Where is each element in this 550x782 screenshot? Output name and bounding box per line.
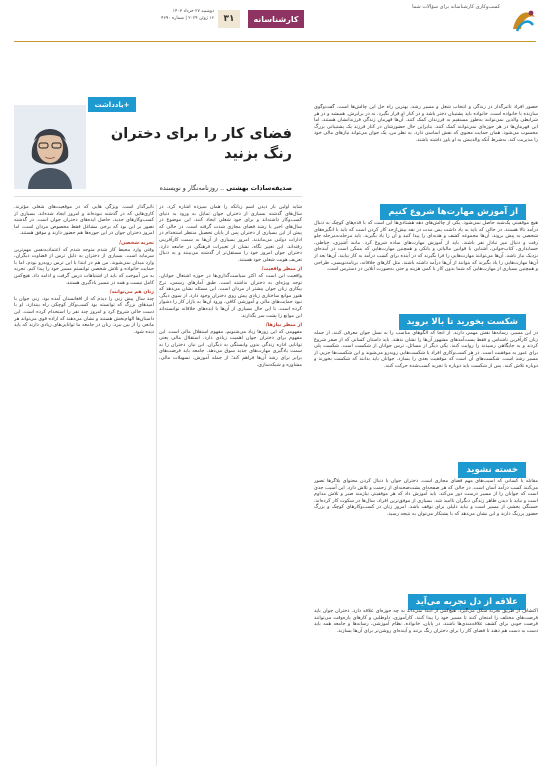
article-tag: +یادداشت (88, 97, 136, 112)
byline-rule (14, 196, 302, 197)
paragraph: چند سال پیش زنی را دیدم که از افغانستان آمده بود. زنی جوان با امیدهای بزرگ که توانسته بود کسب‌وکار کوچکی راه بیندازد. او با دست خالی شروع کرد و امروز چند نفر را استخدام کرده است. این داستان‌ها الهام‌بخش هستند و نشان می‌دهند که اراده قوی می‌تواند هر مانعی را از بین ببرد. زنان در جامعه ما توانایی‌های زیادی دارند که باید دیده شود. (14, 295, 154, 335)
paragraph: تأثیرگذار است. ویژگی هایی که در موقعیت‌های شغلی مؤثرند. کاری‌هایی که در گذشته نبوده‌اند و امروز ایجاد شده‌اند. بسیاری از کسب‌وکارهای جدید، حاصل ایده‌های دختران جوان است. در گذشته تصور بر این بود که برخی مشاغل فقط مخصوص مردان است، اما امروز دختران جوان در این حوزه‌ها هم حضور دارند و موفق هستند. (14, 204, 154, 237)
byline-separator: .. (218, 184, 225, 192)
byline (96, 184, 292, 192)
section-badge: کارشناسانه (248, 10, 304, 28)
paragraph: وقتی وارد محیط کار شدم متوجه شدم که اعتمادبه‌نفس مهم‌ترین سرمایه است. بسیاری از دختران به دلیل ترس از قضاوت دیگران، وارد میدان نمی‌شوند. من هم در ابتدا با این ترس روبه‌رو بودم، اما با حمایت خانواده و تلاش شخصی توانستم مسیر خود را پیدا کنم. تجربه به من آموخت که باید از اشتباهات درس گرفت و ادامه داد. هیچ‌کس کامل نیست و همه در مسیر یادگیری هستند. (14, 246, 154, 286)
subheading-text: تجربه شخصی/ (119, 239, 154, 246)
section-heading: شکست بخورید تا بالا بروید (399, 314, 526, 330)
issue-meta (140, 8, 214, 22)
paragraph: واقعیت این است که اکثر سیاست‌گذاری‌ها در حوزه اشتغال جوانان، توجه ویژه‌ای به دختران نداشته است. طبق آمارهای رسمی، نرخ بیکاری زنان جوان بیشتر از مردان است. این مسئله نشان می‌دهد که هنوز موانع ساختاری زیادی پیش روی دختران وجود دارد. از سوی دیگر، نبود حمایت‌های مالی و آموزشی کافی، ورود آن‌ها به بازار کار را دشوار کرده است. با این حال بسیاری از آن‌ها با ایده‌های خلاقانه توانسته‌اند این موانع را پشت سر بگذارند. (159, 272, 302, 319)
paragraph: حضور افراد تأثیرگذار در زندگی و انتخاب شغل و مسیر رشد، بهترین راه حل این چالش‌ها است. گفت‌وگوی سازنده با خانواده است. خانواده باید پشتیبان دختر باشد و در کنار او قرار بگیرد. نه در برابرش. همیشه و در هر شرایطی والدین نمی‌توانند به‌طور مستقیم به فرزندان کمک کنند. آن‌ها قهرمان زندگی فرزندانشان هستند، اما این قهرمان‌ها در هر حوزه‌ای نمی‌توانند کمک کنند. بنابراین حال حضورشان در کنار فرزند یک پشتیبانی بزرگ محسوب می‌شود. همان حمایت معنوی که نقش اساسی دارد. به نظر من، یک جوان می‌تواند نیازهای مالی خود را مدیریت کند. به‌شرط آنکه والدینش به او باور داشته باشند. (314, 104, 538, 143)
issue-date: دوشنبه ۲۷ خرداد ۱۴۰۳ (172, 9, 214, 14)
paragraph: هیچ موفقیتی یک‌شبه حاصل نمی‌شود. یکی از چالش‌های دهه هشتادی‌ها این است که با قدم‌های کوچک به دنبال درآمد بالا هستند. در حالی که باید به یاد داشت پس مدت در نقه بیش‌ازحد کار کردن است که باید با انگیزه‌های شخصی به پیش بروند. آن‌ها مجموعه کشف و هدیه‌ای را پیدا کنید و آن را یاد بگیرید. باید مرحله‌به‌مرحله جلو رفت و دنبال میز تبادل نفر باشند. باید از آموزش مهارت‌های ساده شروع کرد. مانند آشپزی، خیاطی، حسابداری، کتاب‌خوانی، آشنایی با قوانین مالیاتی و بانکی و همچنین مهارت‌هایی که ممکن است در آینده‌ای نزدیک نیاز باشد. آن‌ها می‌توانند مهارت‌هایی را فرا بگیرند که در آینده برای کسب درآمد به کار بیایند. آن‌ها بعد از آن‌ها مهارت‌هایی را یاد بگیرند که بتوانند از آن‌ها درآمد داشته باشند. مثل کارهای خلاقانه، برنامه‌نویسی، طراحی و همچنین بسیاری از مهارت‌هایی که شما بدون کار با کمی هزینه و حتی به‌صورت آنلاین در دسترس است. (314, 220, 538, 273)
issue-number: ۱۶ ژوئن ۲۰۲۴ | شماره ۴۶۹۰ (161, 16, 214, 21)
section-heading: از آموزش مهارت‌ها شروع کنیم (380, 204, 526, 220)
right-column (314, 104, 538, 764)
page-header (0, 0, 550, 42)
subheading (14, 240, 154, 247)
paragraph: مفهومی که این روزها زیاد می‌شنویم، مفهوم استقلال مالی است. این مفهوم برای دختران جوان اهمیت زیادی دارد. استقلال مالی یعنی توانایی اداره زندگی بدون وابستگی به دیگران. این نیاز، دختران را به سمت یادگیری مهارت‌های جدید سوق می‌دهد. جامعه باید فرصت‌های برابر برای رشد آن‌ها فراهم کند؛ از جمله آموزش، تسهیلات مالی، مشاوره و شبکه‌سازی. (159, 328, 302, 368)
left-column (14, 204, 154, 766)
subheading-text: از منظر واقعیت/ (261, 266, 302, 273)
author-role: روزنامه‌نگار و نویسنده (159, 184, 219, 192)
newspaper-logo (506, 4, 542, 38)
subheading (159, 322, 302, 329)
paragraph: شاید اولین بار دیدن اسم زبانکه را همان سیزده اشاره کرد. در سال‌های گذشته بسیاری از دختران جوان تمایل به ورود به دنیای کسب‌وکار داشته‌اند و برای خود شغلی ایجاد کنند. این موضوع در سال‌های اخیر با رشد فضای مجازی شدت گرفته است. در حالی که پیش از این بسیاری از دختران پس از پایان تحصیل منتظر استخدام در ادارات دولتی می‌ماندند. امروز بسیاری از آن‌ها به سمت کارآفرینی رفته‌اند. این تغییر نگاه، نشان از تغییرات فرهنگی در جامعه دارد. دختران جوان امروز خود را مستقل‌تر از گذشته می‌بینند و به دنبال تعریف هویت شغلی خود هستند. (159, 204, 302, 263)
paragraph: در این مسیر، رسانه‌ها نقش مهمی دارند. از آنجا که الگوهای مناسب را به نسل جوان معرفی کنند، از جمله زنان کارآفرین ناشناس و فقط پست‌آمدهای مشهور آن‌ها را نشان ندهند. باید داستان کسانی که از صفر شروع کردند و به جایگاهی رسیدند را روایت کنند. یکی دیگر از مسائل، ترس جوانان از شکست است. شکست پلی برای عبور به موفقیت است. در هر کسب‌وکاری افراد با شکست‌هایی روبه‌رو می‌شوند و این شکست‌ها جزیی از مسیر رشد است. شکست‌های آن است که موفقیت بعدی را بسازد. جوانان باید بدانند که شکست بخورند و دوباره تلاش کنند. پس از شکست باید دوباره با تجربه کسب‌شده حرکت کنند. (314, 330, 538, 369)
subheading (14, 289, 154, 296)
author-photo (14, 105, 86, 189)
author-name: صدیقه‌سادات بهشتی (226, 184, 292, 192)
section-heading: خسته نشوید (458, 462, 526, 478)
paragraph: اکتشاف از طریق تجربه شکل می‌گیرد. هیچ‌کس از ابتدا نمی‌داند به چه حوزه‌ای علاقه دارد. دختران جوان باید فرصت‌های مختلف را امتحان کنند تا مسیر خود را پیدا کنند. کارآموزی، داوطلبی و کارهای پاره‌وقت می‌توانند فرصت خوبی برای کشف علاقه‌مندی‌ها باشند. در پایان، خانواده، نظام آموزشی، رسانه‌ها و جامعه همه باید دست به دست هم دهند تا فضای کار را برای دختران رنگ بزنند و آینده‌ای روشن‌تر برای آن‌ها بسازند. (314, 608, 538, 634)
article-title: فضای کار را برای دختران رنگ بزنید (110, 126, 292, 162)
column-divider (156, 204, 157, 766)
page-number: ۳۱ (218, 10, 240, 28)
header-rule (14, 41, 536, 42)
paragraph: مقابله با کسانی که آسیب‌های مهم فضای مجازی است. دختران جوان با دنبال کردن محتوای بلاگرها تصور می‌کنند کسب درآمد آسان است. در حالی که هر صفحه‌ای پشت‌صحنه‌ای از زحمت و تلاش دارد. این آسیب جدی است که جوانان را از مسیر درست دور می‌کند. باید آموزش داد که هر موفقیتی نیازمند صبر و تلاش مداوم است و نباید با دیدن ظاهر زندگی دیگران ناامید شد. بسیاری از موفق‌ترین افراد، سال‌ها در سکوت کار کرده‌اند. خستگی بخشی از مسیر است و نباید دلیلی برای توقف باشد. امروز زنان در کسب‌وکارهای کوچک و بزرگ حضور پررنگ دارند و این نشان می‌دهد که با پشتکار می‌توان به نتیجه رسید. (314, 478, 538, 517)
subheading-text: زنان هم می‌توانند/ (109, 289, 154, 296)
subheading (159, 266, 302, 273)
subheading-text: از منظر نیازها/ (265, 322, 302, 329)
section-heading: علاقه از دل تجربه می‌آید (408, 594, 526, 610)
middle-column (159, 204, 302, 766)
header-tagline: کسب‌وکاری کارشناسانه برای سؤالات شما (412, 4, 500, 10)
